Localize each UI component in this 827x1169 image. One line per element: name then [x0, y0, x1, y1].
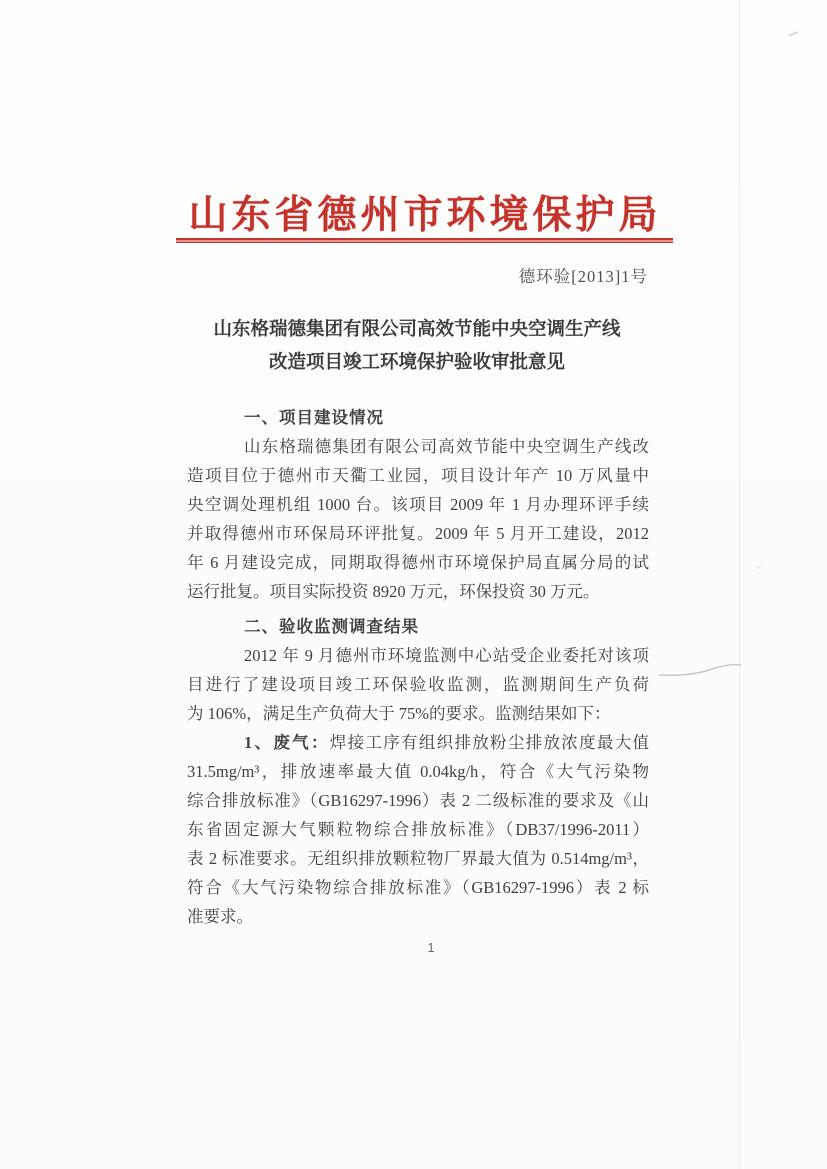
- body-line: 央空调处理机组 1000 台。该项目 2009 年 1 月办理环评手续: [187, 495, 649, 514]
- scan-artifact-speck: [757, 566, 761, 569]
- document-title: [186, 314, 648, 380]
- scan-artifact-pencil-mark: [658, 658, 742, 680]
- body-line-bold-prefix: 1、废气：: [244, 733, 330, 752]
- body-line: 准要求。: [187, 907, 253, 926]
- body-line: 年 6 月建设完成，同期取得德州市环境保护局直属分局的试: [187, 553, 649, 572]
- body-line: 东省固定源大气颗粒物综合排放标准》（DB37/1996-2011）: [187, 820, 649, 839]
- body-line: 山东格瑞德集团有限公司高效节能中央空调生产线改: [244, 437, 649, 456]
- page-number: 1: [427, 940, 435, 955]
- letterhead-rule: [176, 238, 673, 243]
- body-line: 目进行了建设项目竣工环保验收监测，监测期间生产负荷: [187, 675, 649, 694]
- body-line: 1、废气：焊接工序有组织排放粉尘排放浓度最大值: [244, 733, 649, 752]
- body-line: 2012 年 9 月德州市环境监测中心站受企业委托对该项: [244, 646, 649, 665]
- scan-artifact-vertical-line: [739, 0, 740, 1169]
- body-line: 造项目位于德州市天衢工业园，项目设计年产 10 万风量中: [187, 466, 649, 485]
- body-section-heading: 二、验收监测调查结果: [244, 617, 419, 636]
- body-line: 表 2 标准要求。无组织排放颗粒物厂界最大值为 0.514mg/m³，: [187, 849, 649, 868]
- body-line: 符合《大气污染物综合排放标准》（GB16297-1996）表 2 标: [187, 878, 649, 897]
- body-line: 综合排放标准》（GB16297-1996）表 2 二级标准的要求及《山: [187, 791, 649, 810]
- body-line: 31.5mg/m³，排放速率最大值 0.04kg/h，符合《大气污染物: [187, 762, 649, 781]
- body-line: 运行批复。项目实际投资 8920 万元，环保投资 30 万元。: [187, 582, 600, 601]
- document-body: [187, 397, 649, 931]
- body-section-heading: 一、项目建设情况: [244, 408, 384, 427]
- letterhead-org-name: 山东省德州市环境保护局: [188, 194, 662, 237]
- scan-artifact-speck: [788, 31, 798, 36]
- document-number: 德环验[2013]1号: [518, 267, 648, 286]
- body-line: 为 106%，满足生产负荷大于 75%的要求。监测结果如下：: [187, 704, 611, 723]
- body-line: 并取得德州市环保局环评批复。2009 年 5 月开工建设，2012: [187, 524, 649, 543]
- document-title-line2: 改造项目竣工环境保护验收审批意见: [268, 353, 565, 373]
- document-title-line1: 山东格瑞德集团有限公司高效节能中央空调生产线: [213, 320, 621, 340]
